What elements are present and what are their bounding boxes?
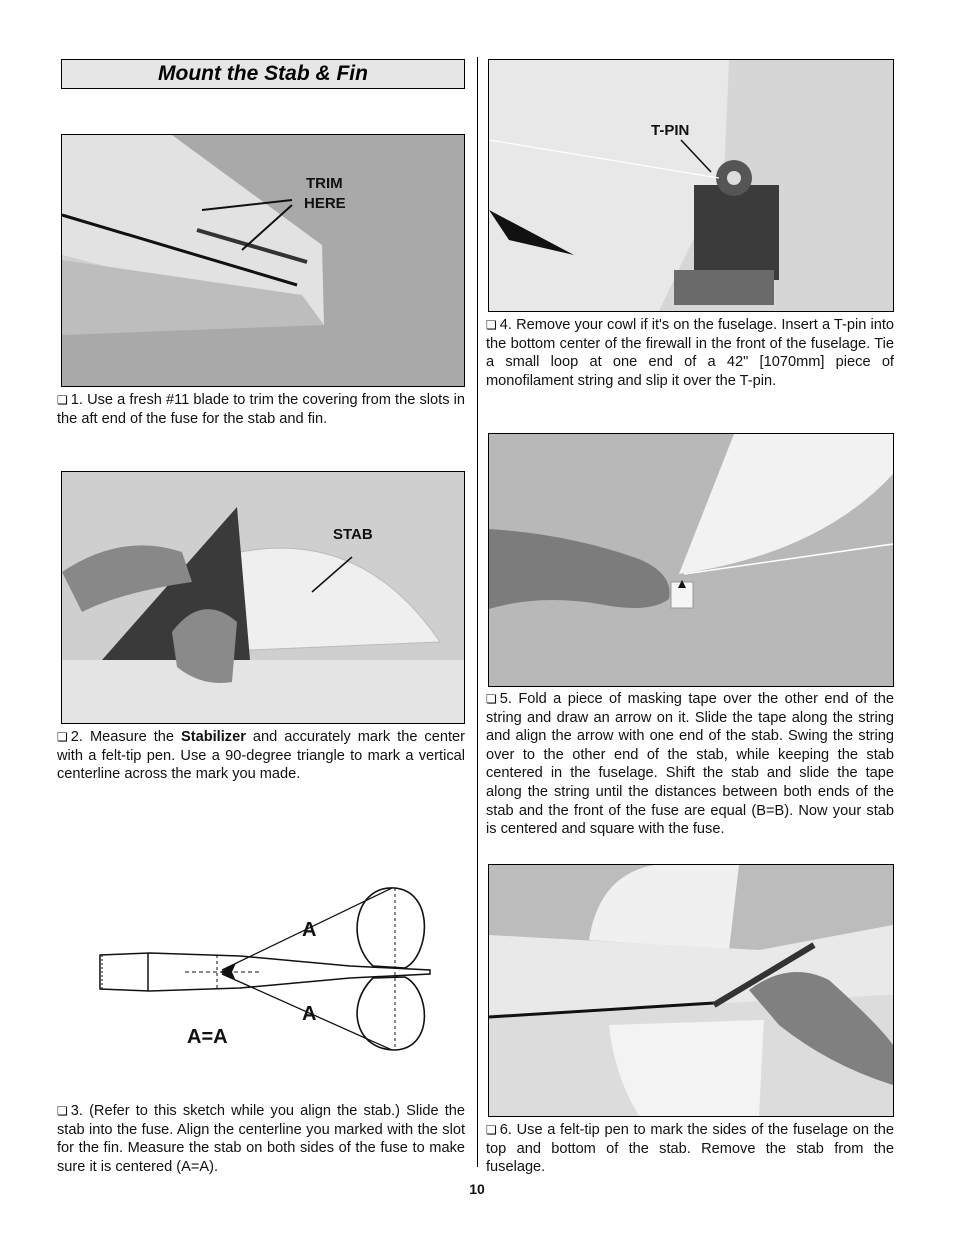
page-number: 10	[469, 1181, 485, 1197]
tpin-label: T-PIN	[651, 122, 690, 139]
photo-trim-slots-image	[62, 135, 464, 386]
photo-tpin-image	[489, 60, 893, 311]
sketch-label-top: A	[302, 919, 317, 941]
step-2-text-bold: Stabilizer	[181, 729, 246, 745]
checkbox-icon[interactable]: ❏	[57, 1104, 68, 1118]
photo-trim-slots	[61, 134, 465, 387]
photo-felt-tip-marking	[488, 864, 894, 1117]
step-6	[486, 1121, 894, 1177]
column-divider	[477, 57, 478, 1167]
alignment-sketch	[90, 880, 440, 1055]
step-1-number: 1.	[70, 392, 83, 408]
trim-label-line1: TRIM	[306, 175, 343, 192]
step-5	[486, 690, 894, 839]
photo-tape-arrow	[488, 433, 894, 687]
step-3-number: 3.	[70, 1103, 83, 1119]
step-6-text: Use a felt-tip pen to mark the sides of the fuselage on the top and bottom of the stab. Remove the stab from the fuselage.	[486, 1122, 894, 1176]
checkbox-icon[interactable]: ❏	[57, 393, 68, 407]
step-2-number: 2.	[70, 729, 83, 745]
step-4	[486, 316, 894, 390]
step-2-text-post: and accurately mark the center with a felt-tip pen. Use a 90-degree triangle to mark a vertical centerline across the mark you made.	[57, 729, 465, 783]
trim-label-line2: HERE	[304, 195, 346, 212]
photo-stabilizer	[61, 471, 465, 724]
sketch-equation: A=A	[187, 1026, 228, 1048]
step-5-text: Fold a piece of masking tape over the other end of the string and draw an arrow on it. Slide the tape along the string and align the arrow with one end of the stab. Swing the string over to the other end of the stab, while keeping the stab centered in the fuselage. Shift the stab and slide the tape along the string until the distances between both ends of the stab and the front of the fuse are equal (B=B). Now your stab is centered and square with the fuse.	[486, 691, 894, 838]
checkbox-icon[interactable]: ❏	[486, 1123, 497, 1137]
step-1-text: Use a fresh #11 blade to trim the covering from the slots in the aft end of the fuse for the stab and fin.	[57, 392, 465, 427]
step-6-number: 6.	[499, 1122, 512, 1138]
checkbox-icon[interactable]: ❏	[486, 318, 497, 332]
photo-felt-tip-marking-image	[489, 865, 893, 1116]
checkbox-icon[interactable]: ❏	[486, 692, 497, 706]
photo-tpin	[488, 59, 894, 312]
step-3-text: (Refer to this sketch while you align the stab.) Slide the stab into the fuse. Align the centerline you marked with the slot for the fin. Measure the stab on both sides of the fuse to make sure it is centered (A=A).	[57, 1103, 465, 1175]
sketch-label-bottom: A	[302, 1003, 317, 1025]
step-2-text-pre: Measure the	[89, 729, 181, 745]
section-title: Mount the Stab & Fin	[61, 59, 465, 89]
step-3	[57, 1102, 465, 1176]
photo-stabilizer-image	[62, 472, 464, 723]
step-4-text: Remove your cowl if it's on the fuselage. Insert a T-pin into the bottom center of the firewall in the front of the fuselage. Tie a small loop at one end of a 42" [1070mm] piece of monofilament string and slip it over the T-pin.	[486, 317, 894, 389]
checkbox-icon[interactable]: ❏	[57, 730, 68, 744]
step-4-number: 4.	[499, 317, 512, 333]
step-2	[57, 728, 465, 784]
stab-label: STAB	[333, 526, 373, 543]
step-1	[57, 391, 465, 428]
photo-tape-arrow-image	[489, 434, 893, 686]
step-5-number: 5.	[499, 691, 512, 707]
